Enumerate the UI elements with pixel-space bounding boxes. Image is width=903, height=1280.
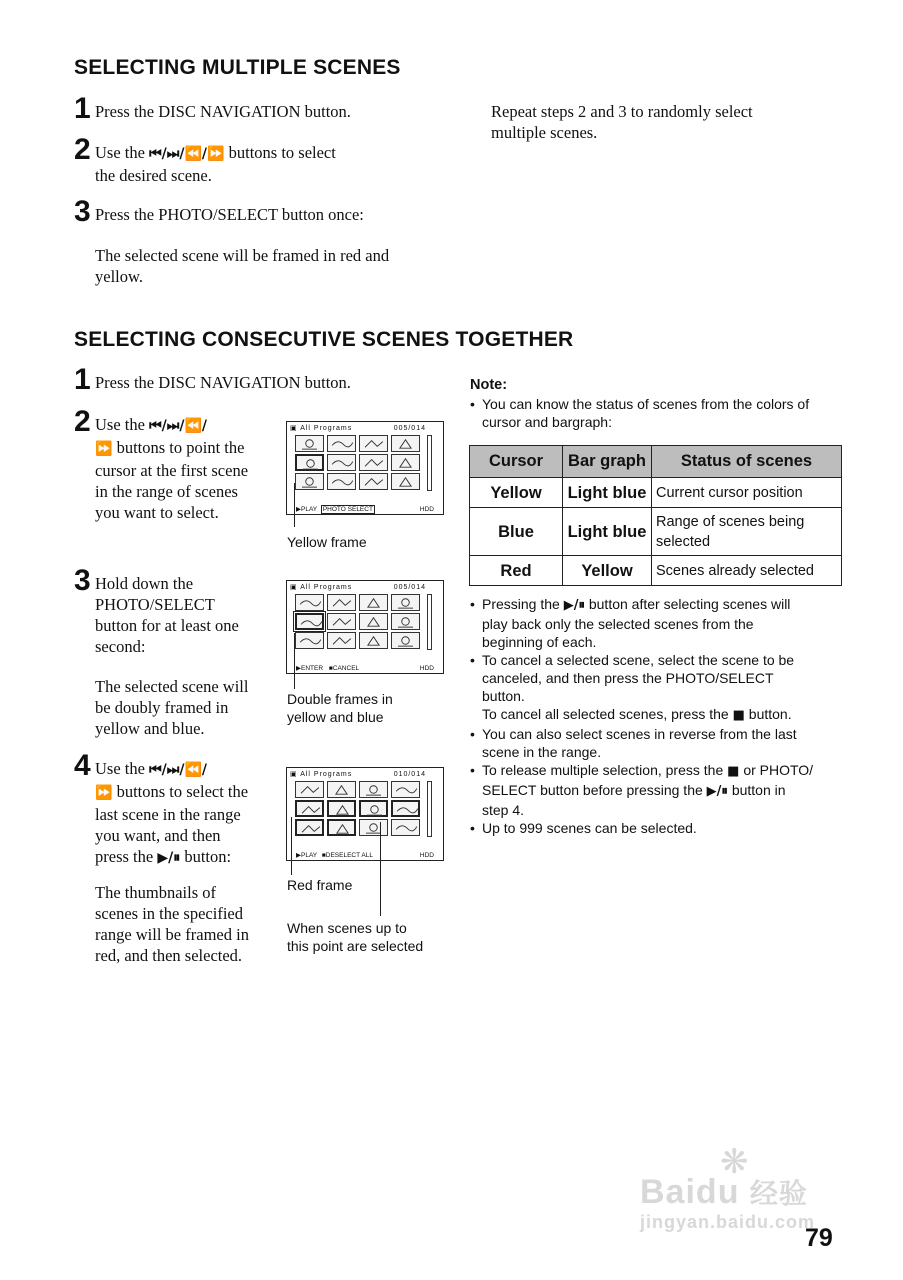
scene-thumbnail — [327, 594, 356, 611]
note-title: Note: — [470, 377, 508, 393]
s2-step-4: 4 Use the ⏮/⏭/⏪/ ⏩ buttons to select the last scene in the range you want, and then press the ▶/⏸ button: — [74, 749, 249, 866]
table-header: Bar graph — [563, 446, 652, 478]
scene-thumbnail — [327, 800, 356, 817]
scene-thumbnail — [295, 781, 324, 798]
step-number: 1 — [74, 92, 91, 125]
step-number: 2 — [74, 133, 91, 166]
thumbnail-grid — [295, 781, 423, 837]
scene-thumbnail — [391, 594, 420, 611]
stop-icon: ■ — [732, 708, 745, 723]
s1-step-1 — [74, 92, 454, 125]
nav-screen-2: ▣ All Programs 005/014 ▶ENTER ■CANCEL HDD — [286, 580, 444, 674]
scene-thumbnail — [359, 613, 388, 630]
scene-thumbnail — [359, 594, 388, 611]
forward-search-icon: ⏩ — [95, 785, 113, 801]
table-row: Yellow Light blue Current cursor position — [470, 478, 842, 508]
caption-when-selected: When scenes up to this point are selected — [287, 920, 424, 954]
play-pause-icon: ▶/⏸ — [706, 784, 728, 799]
s1-step-3 — [74, 195, 454, 228]
forward-search-icon: ⏩ — [95, 441, 113, 457]
scene-thumbnail — [391, 800, 420, 817]
play-pause-icon: ▶/⏸ — [157, 850, 181, 866]
s2-step-1 — [74, 363, 454, 396]
play-icon: ▶ — [296, 506, 301, 513]
table-row: Blue Light blue Range of scenes being selected — [470, 508, 842, 556]
step-number: 4 — [74, 749, 91, 782]
list-item: • Up to 999 scenes can be selected. — [470, 819, 855, 837]
step-text: Press the DISC NAVIGATION button. — [95, 373, 351, 392]
step-number: 2 — [74, 405, 91, 438]
scene-thumbnail — [359, 819, 388, 836]
scene-thumbnail — [327, 819, 356, 836]
list-item: • To release multiple selection, press the ■ or PHOTO/ SELECT button before pressing the ▶/⏸ button in step 4. — [470, 761, 855, 819]
scene-thumbnail — [327, 613, 356, 630]
baidu-watermark: ❋ Baidu 经验 jingyan.baidu.com — [640, 1143, 816, 1232]
s2-step-4-result: The thumbnails of scenes in the specified range will be framed in red, and then selected. — [95, 883, 249, 965]
scene-thumbnail — [327, 473, 356, 490]
s2-step-3-result: The selected scene will be doubly framed in yellow and blue. — [95, 677, 249, 738]
scene-thumbnail — [327, 632, 356, 649]
scene-thumbnail — [327, 781, 356, 798]
skip-search-buttons-icon: ⏮/⏭/⏪/ — [149, 418, 208, 434]
page-number: 79 — [805, 1224, 833, 1252]
s1-step-2 — [74, 133, 454, 186]
bargraph — [427, 435, 432, 491]
scene-thumbnail — [295, 613, 324, 630]
step-number: 3 — [74, 564, 91, 597]
scene-thumbnail — [295, 819, 324, 836]
play-pause-icon: ▶/⏸ — [563, 598, 585, 613]
disc-icon: ▣ — [290, 584, 298, 591]
stop-icon: ■ — [328, 665, 333, 672]
nav-screen-1: ▣ All Programs 005/014 ▶PLAY PHOTO SELECT HDD — [286, 421, 444, 515]
scene-thumbnail — [359, 781, 388, 798]
scene-thumbnail — [391, 435, 420, 452]
thumbnail-grid — [295, 594, 423, 650]
disc-icon: ▣ — [290, 425, 298, 432]
nav-screen-3: ▣ All Programs 010/014 ▶PLAY ■DESELECT ALL HDD — [286, 767, 444, 861]
list-item: • You can also select scenes in reverse from the last scene in the range. — [470, 725, 855, 761]
list-item: • To cancel a selected scene, select the scene to be canceled, and then press the PHOTO/SELECT button. To cancel all selected scenes, press the ■ button. — [470, 651, 855, 725]
scene-thumbnail — [359, 454, 388, 471]
scene-thumbnail — [391, 473, 420, 490]
step-text: Press the PHOTO/SELECT button once: — [95, 205, 364, 224]
disc-icon: ▣ — [290, 771, 298, 778]
note-intro: • You can know the status of scenes from the colors of cursor and bargraph: — [470, 395, 850, 431]
scene-thumbnail — [327, 454, 356, 471]
step-number: 3 — [74, 195, 91, 228]
table-header: Status of scenes — [652, 446, 842, 478]
s2-step-3: 3 Hold down the PHOTO/SELECT button for at least one second: — [74, 564, 239, 656]
caption-red-frame: Red frame — [287, 877, 353, 893]
scene-thumbnail — [391, 454, 420, 471]
skip-search-buttons-icon: ⏮/⏭/⏪/ — [149, 762, 208, 778]
step-text: Press the DISC NAVIGATION button. — [95, 102, 351, 121]
scene-thumbnail — [295, 454, 324, 471]
scene-thumbnail — [391, 781, 420, 798]
scene-thumbnail — [295, 435, 324, 452]
stop-icon: ■ — [727, 764, 740, 779]
table-header-row — [470, 446, 842, 478]
bargraph — [427, 594, 432, 650]
scene-thumbnail — [359, 800, 388, 817]
section-title-consecutive-scenes: SELECTING CONSECUTIVE SCENES TOGETHER — [74, 328, 574, 351]
note-bullets — [470, 595, 855, 837]
stop-icon: ■ — [321, 852, 326, 859]
scene-thumbnail — [359, 473, 388, 490]
scene-thumbnail — [391, 613, 420, 630]
scene-thumbnail — [327, 435, 356, 452]
s1-repeat-note: Repeat steps 2 and 3 to randomly select multiple scenes. — [491, 102, 753, 142]
scene-thumbnail — [359, 632, 388, 649]
step-text: buttons to select — [228, 143, 336, 162]
paw-logo-icon: ❋ — [720, 1143, 749, 1181]
scene-thumbnail — [391, 632, 420, 649]
section-title-multiple-scenes: SELECTING MULTIPLE SCENES — [74, 56, 401, 79]
list-item: • Pressing the ▶/⏸ button after selecting scenes will play back only the selected scenes from the beginning of each. — [470, 595, 855, 651]
caption-double-frames: Double frames in yellow and blue — [287, 691, 393, 725]
enter-icon: ▶ — [296, 665, 301, 672]
scene-thumbnail — [295, 594, 324, 611]
caption-yellow-frame: Yellow frame — [287, 534, 367, 550]
s2-step-2: 2 Use the ⏮/⏭/⏪/ ⏩ buttons to point the cursor at the first scene in the range of scenes you want to select. — [74, 405, 249, 522]
bargraph — [427, 781, 432, 837]
step-text: the desired scene. — [95, 166, 212, 185]
play-icon: ▶ — [296, 852, 301, 859]
table-header: Cursor — [470, 446, 563, 478]
scene-thumbnail — [295, 632, 324, 649]
scene-thumbnail — [295, 473, 324, 490]
table-row: Red Yellow Scenes already selected — [470, 556, 842, 586]
status-table — [469, 445, 842, 586]
scene-thumbnail — [359, 435, 388, 452]
step-text: Use the — [95, 143, 145, 162]
skip-search-buttons-icon: ⏮/⏭/⏪/⏩ — [149, 146, 225, 162]
thumbnail-grid — [295, 435, 423, 491]
scene-thumbnail — [391, 819, 420, 836]
s1-step-3-result: The selected scene will be framed in red and yellow. — [95, 246, 390, 286]
scene-thumbnail — [295, 800, 324, 817]
step-number: 1 — [74, 363, 91, 396]
